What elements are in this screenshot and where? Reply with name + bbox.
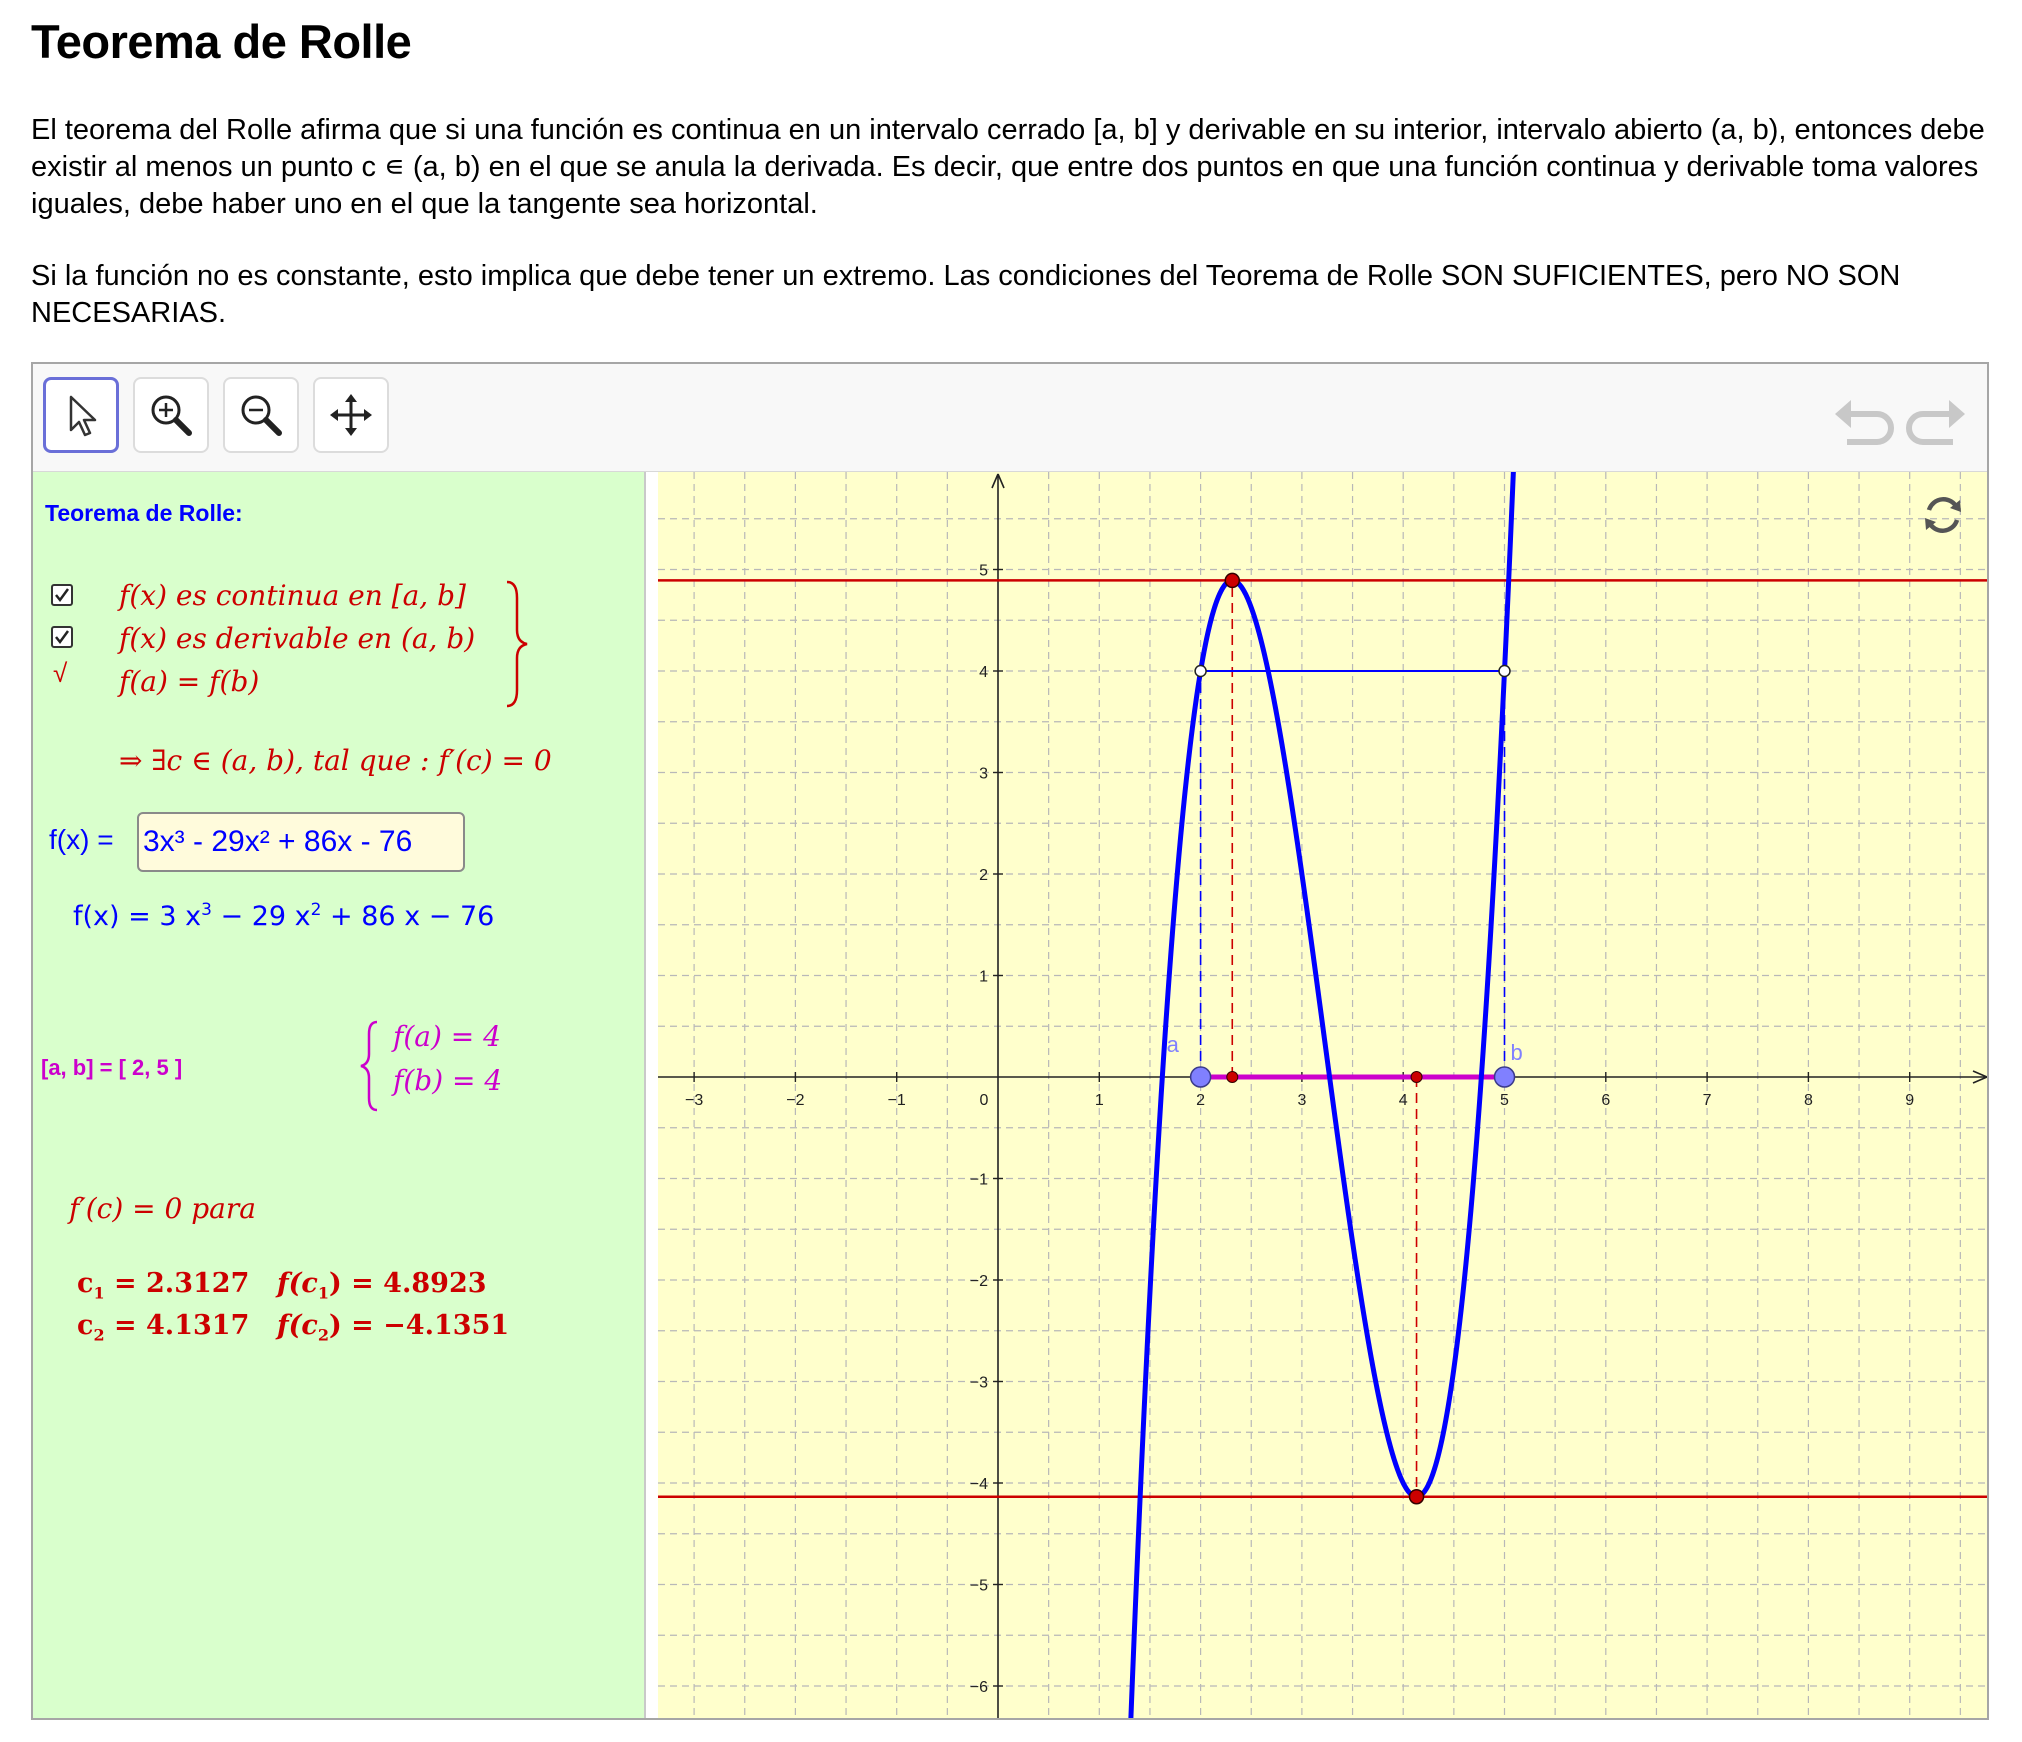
x-tick-label: 1 (1094, 1092, 1104, 1109)
conditions-brace (503, 580, 529, 708)
derivative-zero-label: f′(c) = 0 para (69, 1192, 256, 1225)
geogebra-applet[interactable] (31, 362, 1989, 1720)
fc2-value: $f(c_2) = -4.1351$ (277, 1310, 510, 1345)
y-tick-label: 5 (979, 562, 988, 580)
redo-icon[interactable] (1905, 392, 1967, 448)
function-definition: f(x) = 3 $x^3 - 29$ $x^2 + 86$ x − 76 (73, 900, 495, 932)
condition-equal-values: f(a) = f(b) (119, 665, 260, 698)
move-arrows-icon (327, 391, 375, 439)
x-tick-label: 7 (1702, 1092, 1712, 1109)
check-mark: √ (53, 658, 68, 688)
condition-derivable: f(x) es derivable en (a, b) (119, 622, 476, 655)
condition-checkbox-continuous[interactable] (51, 584, 73, 606)
point-b[interactable] (1495, 1067, 1515, 1087)
move-graphics-button[interactable] (313, 377, 389, 453)
point-fb (1499, 666, 1510, 677)
point-b-label: b (1510, 1040, 1523, 1065)
x-tick-label: 0 (979, 1092, 989, 1109)
rolle-conclusion: ⇒ ∃c ∈ (a, b), tal que : f′(c) = 0 (119, 744, 552, 777)
function-plot[interactable] (658, 472, 1989, 1720)
point-a-label: a (1166, 1032, 1179, 1057)
zoom-in-icon (147, 391, 195, 439)
y-tick-label: 2 (979, 867, 988, 884)
function-curve (1127, 472, 1517, 1720)
endpoint-values-brace (359, 1020, 379, 1112)
x-tick-label: 6 (1601, 1092, 1611, 1109)
point-minimum (1410, 1490, 1424, 1504)
condition-checkbox-derivable[interactable] (51, 626, 73, 648)
zoom-out-button[interactable] (223, 377, 299, 453)
x-tick-label: 2 (1196, 1092, 1206, 1109)
c2-value: $c_2 = 4.1317$ (77, 1310, 250, 1345)
y-tick-label: −3 (969, 1374, 988, 1392)
cursor-arrow-icon (61, 392, 101, 438)
y-tick-label: 1 (979, 968, 988, 986)
c1-value: $c_1 = 2.3127$ (77, 1268, 250, 1303)
point-fa (1195, 666, 1206, 677)
checkmark-icon (54, 629, 70, 645)
applet-toolbar (33, 364, 1987, 472)
condition-continuous: f(x) es continua en [a, b] (119, 579, 466, 612)
x-tick-label: 5 (1500, 1092, 1509, 1109)
page-title: Teorema de Rolle (31, 15, 412, 68)
x-tick-label: −3 (684, 1092, 704, 1109)
x-tick-label: 4 (1398, 1092, 1408, 1109)
function-input[interactable]: 3x³ - 29x² + 86x - 76 (137, 812, 465, 872)
note-paragraph: Si la función no es constante, esto implica que debe tener un extremo. Las condiciones del Teorema de Rolle SON SUFICIENTES, pero NO SON NECESARIAS. (31, 260, 1901, 329)
f-of-a: f(a) = 4 (393, 1020, 501, 1053)
y-tick-label: −2 (969, 1273, 988, 1290)
y-tick-label: −6 (969, 1679, 988, 1696)
graphics-view[interactable] (658, 472, 1989, 1720)
interval-value: [a, b] = [ 2, 5 ] (41, 1055, 183, 1080)
point-maximum (1225, 573, 1239, 587)
x-tick-label: 3 (1297, 1092, 1307, 1109)
y-tick-label: 3 (979, 765, 988, 783)
zoom-in-button[interactable] (133, 377, 209, 453)
algebra-heading: Teorema de Rolle: (45, 500, 243, 526)
fx-input-label: f(x) = (49, 824, 114, 855)
fc1-value: $f(c_1) = 4.8923$ (277, 1268, 487, 1303)
y-tick-label: 4 (979, 664, 988, 681)
zoom-out-icon (237, 391, 285, 439)
f-of-b: f(b) = 4 (393, 1064, 503, 1097)
move-tool-button[interactable] (43, 377, 119, 453)
reset-icon[interactable] (1920, 492, 1966, 538)
algebra-view (33, 472, 646, 1720)
point-c2-axis (1411, 1072, 1422, 1083)
x-tick-label: 9 (1905, 1092, 1915, 1109)
intro-paragraph: El teorema del Rolle afirma que si una función es continua en un intervalo cerrado [a, b] y derivable en su interior, intervalo abierto (a, b), entonces debe existir al menos un punto c ∊ (a, b) en el que se anula la derivada. Es decir, que entre dos puntos en que una función continua y derivable toma valores iguales, debe haber uno en el que la tangente sea horizontal. (31, 114, 1985, 220)
x-tick-label: −1 (887, 1092, 906, 1109)
point-a[interactable] (1191, 1067, 1211, 1087)
y-tick-label: −5 (969, 1577, 988, 1595)
point-c1-axis (1227, 1072, 1238, 1083)
undo-icon[interactable] (1833, 392, 1895, 448)
x-tick-label: −2 (786, 1092, 805, 1109)
checkmark-icon (54, 587, 70, 603)
y-tick-label: −1 (969, 1171, 988, 1189)
y-tick-label: −4 (969, 1476, 988, 1493)
x-tick-label: 8 (1803, 1092, 1813, 1109)
